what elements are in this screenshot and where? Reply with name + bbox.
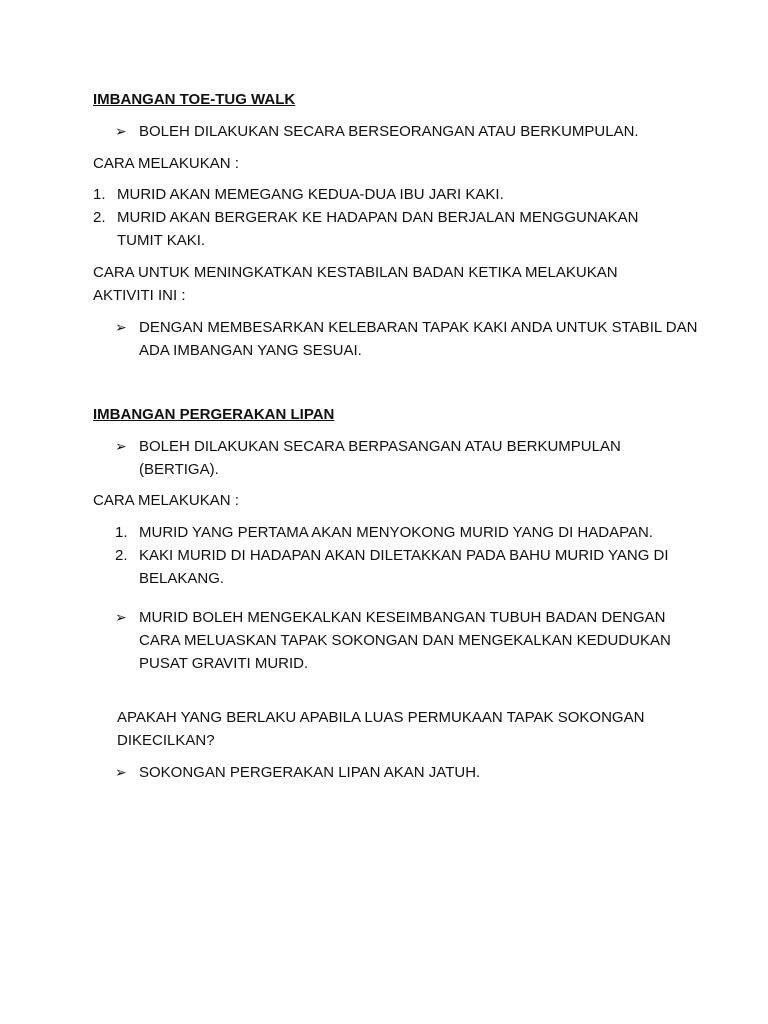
step-text: MURID AKAN MEMEGANG KEDUA-DUA IBU JARI KAKI. [117,186,504,203]
bullet-text: MURID BOLEH MENGEKALKAN KESEIMBANGAN TUBUH BADAN DENGAN CARA MELUASKAN TAPAK SOKONGAN DAN MENGEKALKAN KEDUDUKAN PUSAT GRAVITI MURID. [139,609,671,672]
section2-method-label: CARA MELAKUKAN : [93,492,239,509]
section1-bullet-2 [115,316,699,362]
section1-step-1 [93,183,697,206]
section2-answer [115,761,699,784]
step-number: 2. [115,547,128,564]
arrowhead-bullet-icon: ➢ [115,319,127,335]
bullet-text: BOLEH DILAKUKAN SECARA BERPASANGAN ATAU BERKUMPULAN (BERTIGA). [139,438,621,478]
section2-step-2 [115,544,699,590]
section2-question: APAKAH YANG BERLAKU APABILA LUAS PERMUKAAN TAPAK SOKONGAN DIKECILKAN? [117,709,645,749]
section1-step-2 [93,206,677,252]
section1-title: IMBANGAN TOE-TUG WALK [93,91,296,108]
section2-step-1 [115,521,719,544]
step-number: 1. [115,524,128,541]
section2-bullet-1 [115,435,679,481]
bullet-text: BOLEH DILAKUKAN SECARA BERSEORANGAN ATAU BERKUMPULAN. [139,123,639,140]
step-number: 2. [93,209,106,226]
section2-bullet-2 [115,606,709,675]
bullet-text: SOKONGAN PERGERAKAN LIPAN AKAN JATUH. [139,764,481,781]
section2-title: IMBANGAN PERGERAKAN LIPAN [93,406,335,423]
step-number: 1. [93,186,106,203]
section1-stability-text: CARA UNTUK MENINGKATKAN KESTABILAN BADAN KETIKA MELAKUKAN AKTIVITI INI : [93,264,618,304]
arrowhead-bullet-icon: ➢ [115,438,127,454]
step-text: KAKI MURID DI HADAPAN AKAN DILETAKKAN PADA BAHU MURID YANG DI BELAKANG. [139,547,669,587]
arrowhead-bullet-icon: ➢ [115,764,127,780]
arrowhead-bullet-icon: ➢ [115,123,127,139]
bullet-text: DENGAN MEMBESARKAN KELEBARAN TAPAK KAKI ANDA UNTUK STABIL DAN ADA IMBANGAN YANG SESUAI. [139,319,698,359]
section1-bullet-1 [115,120,719,143]
arrowhead-bullet-icon: ➢ [115,609,127,625]
section1-method-label: CARA MELAKUKAN : [93,155,239,172]
step-text: MURID AKAN BERGERAK KE HADAPAN DAN BERJALAN MENGGUNAKAN TUMIT KAKI. [117,209,639,249]
step-text: MURID YANG PERTAMA AKAN MENYOKONG MURID YANG DI HADAPAN. [139,524,653,541]
